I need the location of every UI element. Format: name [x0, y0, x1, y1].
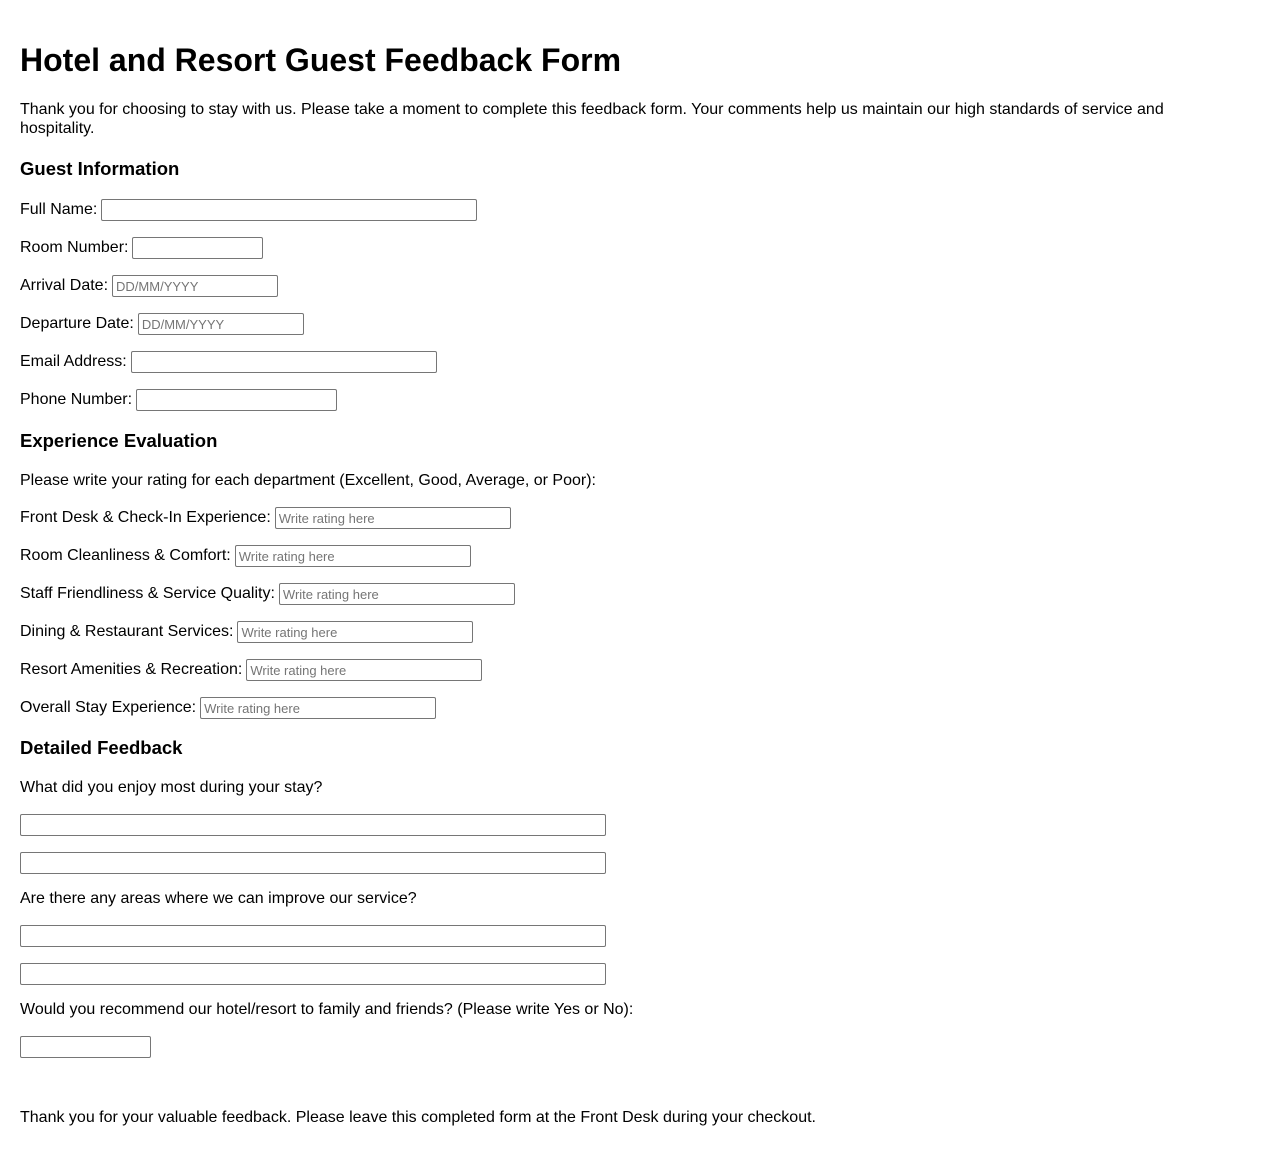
- phone-input[interactable]: [136, 389, 337, 411]
- departure-date-row: [20, 313, 304, 335]
- enjoy-question: What did you enjoy most during your stay?: [20, 779, 323, 796]
- rating-label-front-desk: Front Desk & Check-In Experience:: [20, 509, 271, 526]
- recommend-answer-input[interactable]: [20, 1036, 151, 1058]
- enjoy-answer-line-1[interactable]: [20, 814, 606, 836]
- enjoy-answer-line-2[interactable]: [20, 852, 606, 874]
- rating-label-staff-friendliness: Staff Friendliness & Service Quality:: [20, 585, 275, 602]
- rating-row-dining: [20, 621, 473, 643]
- phone-label: Phone Number:: [20, 391, 133, 408]
- rating-instructions: Please write your rating for each department (Excellent, Good, Average, or Poor):: [20, 472, 596, 489]
- arrival-date-row: [20, 275, 278, 297]
- rating-label-amenities: Resort Amenities & Recreation:: [20, 661, 243, 678]
- rating-input-front-desk[interactable]: [275, 507, 511, 529]
- email-input[interactable]: [131, 351, 437, 373]
- email-label: Email Address:: [20, 353, 127, 370]
- closing-text: Thank you for your valuable feedback. Please leave this completed form at the Front Desk during your checkout.: [20, 1109, 816, 1126]
- full-name-label: Full Name:: [20, 201, 98, 218]
- rating-label-room-cleanliness: Room Cleanliness & Comfort:: [20, 547, 231, 564]
- recommend-question: Would you recommend our hotel/resort to family and friends? (Please write Yes or No):: [20, 1001, 634, 1018]
- rating-input-room-cleanliness[interactable]: [235, 545, 471, 567]
- rating-input-dining[interactable]: [237, 621, 473, 643]
- rating-row-amenities: [20, 659, 482, 681]
- departure-date-input[interactable]: [138, 313, 304, 335]
- experience-evaluation-heading: Experience Evaluation: [20, 430, 218, 451]
- rating-label-overall: Overall Stay Experience:: [20, 699, 197, 716]
- intro-text: Thank you for choosing to stay with us. Please take a moment to complete this feedback form. Your comments help us maintain our high standards of service and hospitality.: [20, 101, 1164, 137]
- room-number-row: [20, 237, 263, 259]
- full-name-row: [20, 199, 477, 221]
- rating-row-room-cleanliness: [20, 545, 471, 567]
- rating-row-front-desk: [20, 507, 511, 529]
- room-number-label: Room Number:: [20, 239, 129, 256]
- rating-label-dining: Dining & Restaurant Services:: [20, 623, 234, 640]
- arrival-date-label: Arrival Date:: [20, 277, 109, 294]
- rating-input-amenities[interactable]: [246, 659, 482, 681]
- rating-input-overall[interactable]: [200, 697, 436, 719]
- improve-question: Are there any areas where we can improve our service?: [20, 890, 417, 907]
- email-row: [20, 351, 437, 373]
- departure-date-label: Departure Date:: [20, 315, 134, 332]
- detailed-feedback-heading: Detailed Feedback: [20, 737, 183, 758]
- improve-answer-line-1[interactable]: [20, 925, 606, 947]
- room-number-input[interactable]: [132, 237, 263, 259]
- rating-input-staff-friendliness[interactable]: [279, 583, 515, 605]
- improve-answer-line-2[interactable]: [20, 963, 606, 985]
- full-name-input[interactable]: [101, 199, 477, 221]
- rating-row-staff-friendliness: [20, 583, 515, 605]
- page-title: Hotel and Resort Guest Feedback Form: [20, 42, 622, 78]
- rating-row-overall: [20, 697, 436, 719]
- guest-information-heading: Guest Information: [20, 158, 180, 179]
- arrival-date-input[interactable]: [112, 275, 278, 297]
- phone-row: [20, 389, 337, 411]
